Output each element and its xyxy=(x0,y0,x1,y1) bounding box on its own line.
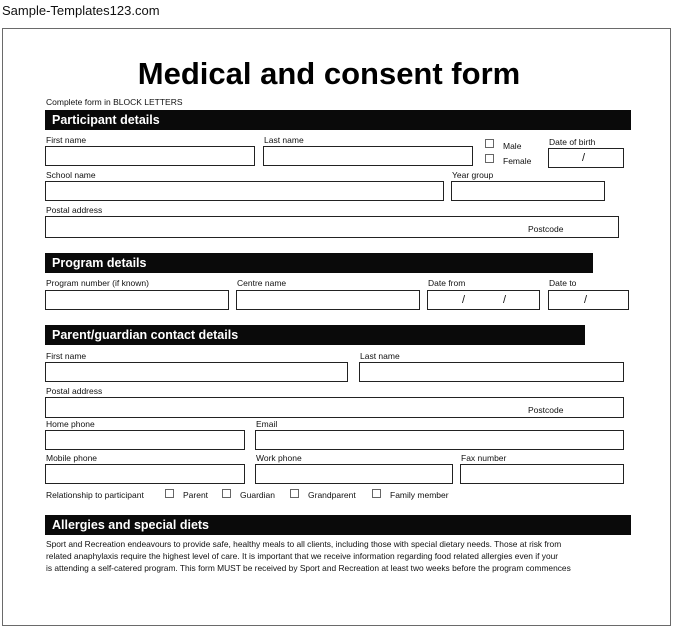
fax-number-field[interactable] xyxy=(460,464,624,484)
home-phone-field[interactable] xyxy=(45,430,245,450)
female-label: Female xyxy=(503,156,532,166)
date-of-birth-field[interactable] xyxy=(548,148,624,168)
guardian-label: Guardian xyxy=(240,490,275,500)
date-from-label: Date from xyxy=(428,278,466,288)
page-title: Medical and consent form xyxy=(137,56,521,91)
fax-number-label: Fax number xyxy=(461,453,507,463)
work-phone-field[interactable] xyxy=(255,464,453,484)
male-label: Male xyxy=(503,141,522,151)
male-checkbox[interactable] xyxy=(485,139,494,148)
grandparent-checkbox[interactable] xyxy=(290,489,299,498)
family-member-checkbox[interactable] xyxy=(372,489,381,498)
guardian-checkbox[interactable] xyxy=(222,489,231,498)
guardian-last-name-label: Last name xyxy=(360,351,400,361)
email-label: Email xyxy=(256,419,278,429)
instruction-text: Complete form in BLOCK LETTERS xyxy=(46,97,183,107)
watermark: Sample-Templates123.com xyxy=(2,3,160,18)
date-separator: / xyxy=(582,152,586,164)
guardian-first-name-label: First name xyxy=(46,351,87,361)
date-to-label: Date to xyxy=(549,278,577,288)
guardian-details-heading: Parent/guardian contact details xyxy=(45,325,585,345)
centre-name-label: Centre name xyxy=(237,278,287,288)
date-separator: / xyxy=(584,294,588,306)
participant-last-name-label: Last name xyxy=(264,135,304,145)
participant-first-name-field[interactable] xyxy=(45,146,255,166)
date-separator: / xyxy=(503,294,507,306)
centre-name-field[interactable] xyxy=(236,290,420,310)
parent-checkbox[interactable] xyxy=(165,489,174,498)
allergies-text-line: related anaphylaxis require the highest level of care. It is important that we receive information regarding food related allergies even if your xyxy=(46,551,559,561)
parent-label: Parent xyxy=(183,490,209,500)
year-group-label: Year group xyxy=(452,170,494,180)
allergies-heading: Allergies and special diets xyxy=(45,515,631,535)
family-member-label: Family member xyxy=(390,490,449,500)
guardian-postal-address-label: Postal address xyxy=(46,386,103,396)
guardian-postcode-label: Postcode xyxy=(528,405,564,415)
guardian-last-name-field[interactable] xyxy=(359,362,624,382)
date-to-field[interactable] xyxy=(548,290,629,310)
home-phone-label: Home phone xyxy=(46,419,95,429)
program-details-heading: Program details xyxy=(45,253,593,273)
participant-last-name-field[interactable] xyxy=(263,146,473,166)
guardian-first-name-field[interactable] xyxy=(45,362,348,382)
female-checkbox[interactable] xyxy=(485,154,494,163)
work-phone-label: Work phone xyxy=(256,453,302,463)
participant-details-heading: Participant details xyxy=(45,110,631,130)
email-field[interactable] xyxy=(255,430,624,450)
program-number-label: Program number (if known) xyxy=(46,278,149,288)
grandparent-label: Grandparent xyxy=(308,490,356,500)
date-separator: / xyxy=(462,294,466,306)
participant-postal-address-label: Postal address xyxy=(46,205,103,215)
date-of-birth-label: Date of birth xyxy=(549,137,596,147)
postcode-label: Postcode xyxy=(528,224,564,234)
school-name-label: School name xyxy=(46,170,96,180)
allergies-text-line: is attending a self-catered program. This form MUST be received by Sport and Recreation at least two weeks before the program commences xyxy=(46,563,571,573)
school-name-field[interactable] xyxy=(45,181,444,201)
mobile-phone-field[interactable] xyxy=(45,464,245,484)
year-group-field[interactable] xyxy=(451,181,605,201)
allergies-text-line: Sport and Recreation endeavours to provide safe, healthy meals to all clients, including those with special dietary needs. Those at risk from xyxy=(46,539,562,549)
participant-postal-address-field[interactable] xyxy=(45,216,619,238)
relationship-label: Relationship to participant xyxy=(46,490,144,500)
participant-first-name-label: First name xyxy=(46,135,87,145)
guardian-postal-address-field[interactable] xyxy=(45,397,624,418)
program-number-field[interactable] xyxy=(45,290,229,310)
date-from-field[interactable] xyxy=(427,290,540,310)
mobile-phone-label: Mobile phone xyxy=(46,453,98,463)
